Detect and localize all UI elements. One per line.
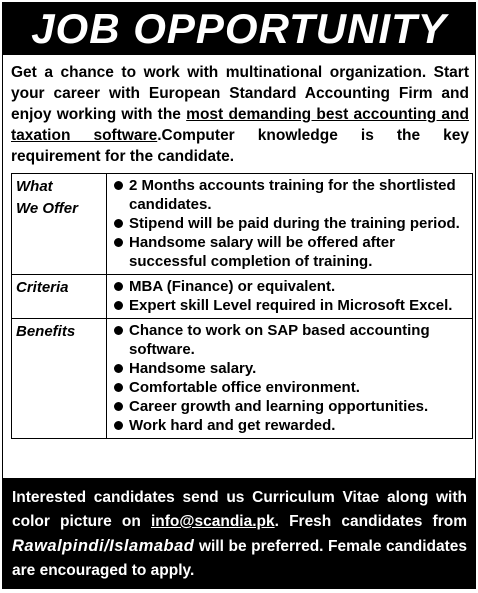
job-advertisement [2, 2, 476, 589]
list-item [111, 296, 468, 315]
criteria-list-cell [107, 275, 473, 319]
list-item [111, 214, 468, 233]
list-item-text: Handsome salary. [129, 360, 257, 377]
bullet-icon [114, 181, 123, 190]
offer-list-cell [107, 174, 473, 275]
list-item [111, 277, 468, 296]
list-item [111, 378, 468, 397]
criteria-label: Criteria [12, 275, 107, 319]
footer-text-middle: . Fresh candidates from [274, 513, 467, 530]
application-footer [3, 478, 475, 588]
criteria-row [12, 275, 473, 319]
intro-highlight: most demanding best accounting and taxation software [11, 106, 469, 144]
intro-text-end: .Computer knowledge is the key requirement for the candidate. [11, 127, 470, 165]
list-item [111, 359, 468, 378]
bullet-icon [114, 282, 123, 291]
list-item-text: Work hard and get rewarded. [129, 417, 336, 434]
bullet-icon [114, 301, 123, 310]
bullet-icon [114, 421, 123, 430]
bullet-icon [114, 326, 123, 335]
benefits-label: Benefits [12, 319, 107, 439]
footer-text-end: will be preferred. Female candidates are encouraged to apply. [12, 538, 467, 579]
list-item-text: 2 Months accounts training for the shortlisted candidates. [129, 177, 456, 213]
list-item-text: Handsome salary will be offered after successful completion of training. [129, 234, 395, 270]
intro-text-start: Get a chance to work with multinational organization. Start your career with European Standard Accounting Firm and enjoy working with the [11, 64, 469, 123]
benefits-list [111, 321, 468, 435]
city-name: Rawalpindi/Islamabad [12, 537, 195, 555]
list-item [111, 397, 468, 416]
list-item-text: Chance to work on SAP based accounting software. [129, 322, 430, 358]
bullet-icon [114, 238, 123, 247]
details-table [11, 173, 473, 439]
offer-list [111, 176, 468, 271]
offer-label [12, 174, 107, 275]
list-item-text: Comfortable office environment. [129, 379, 360, 396]
bullet-icon [114, 364, 123, 373]
intro-paragraph [3, 55, 475, 165]
footer-text-start: Interested candidates send us Curriculum Vitae along with color picture on [12, 489, 467, 530]
benefits-row [12, 319, 473, 439]
list-item-text: Career growth and learning opportunities. [129, 398, 429, 415]
bullet-icon [114, 402, 123, 411]
bullet-icon [114, 383, 123, 392]
list-item [111, 321, 468, 359]
offer-label-line2: We Offer [16, 200, 78, 217]
ad-title: JOB OPPORTUNITY [3, 3, 475, 55]
list-item-text: Expert skill Level required in Microsoft Excel. [129, 297, 453, 314]
bullet-icon [114, 219, 123, 228]
criteria-list [111, 277, 468, 315]
list-item-text: MBA (Finance) or equivalent. [129, 278, 336, 295]
email-link[interactable]: info@scandia.pk [150, 513, 275, 530]
offer-label-line1: What [16, 178, 53, 195]
list-item-text: Stipend will be paid during the training period. [129, 215, 460, 232]
list-item [111, 416, 468, 435]
offer-row [12, 174, 473, 275]
benefits-list-cell [107, 319, 473, 439]
list-item [111, 176, 468, 214]
list-item [111, 233, 468, 271]
